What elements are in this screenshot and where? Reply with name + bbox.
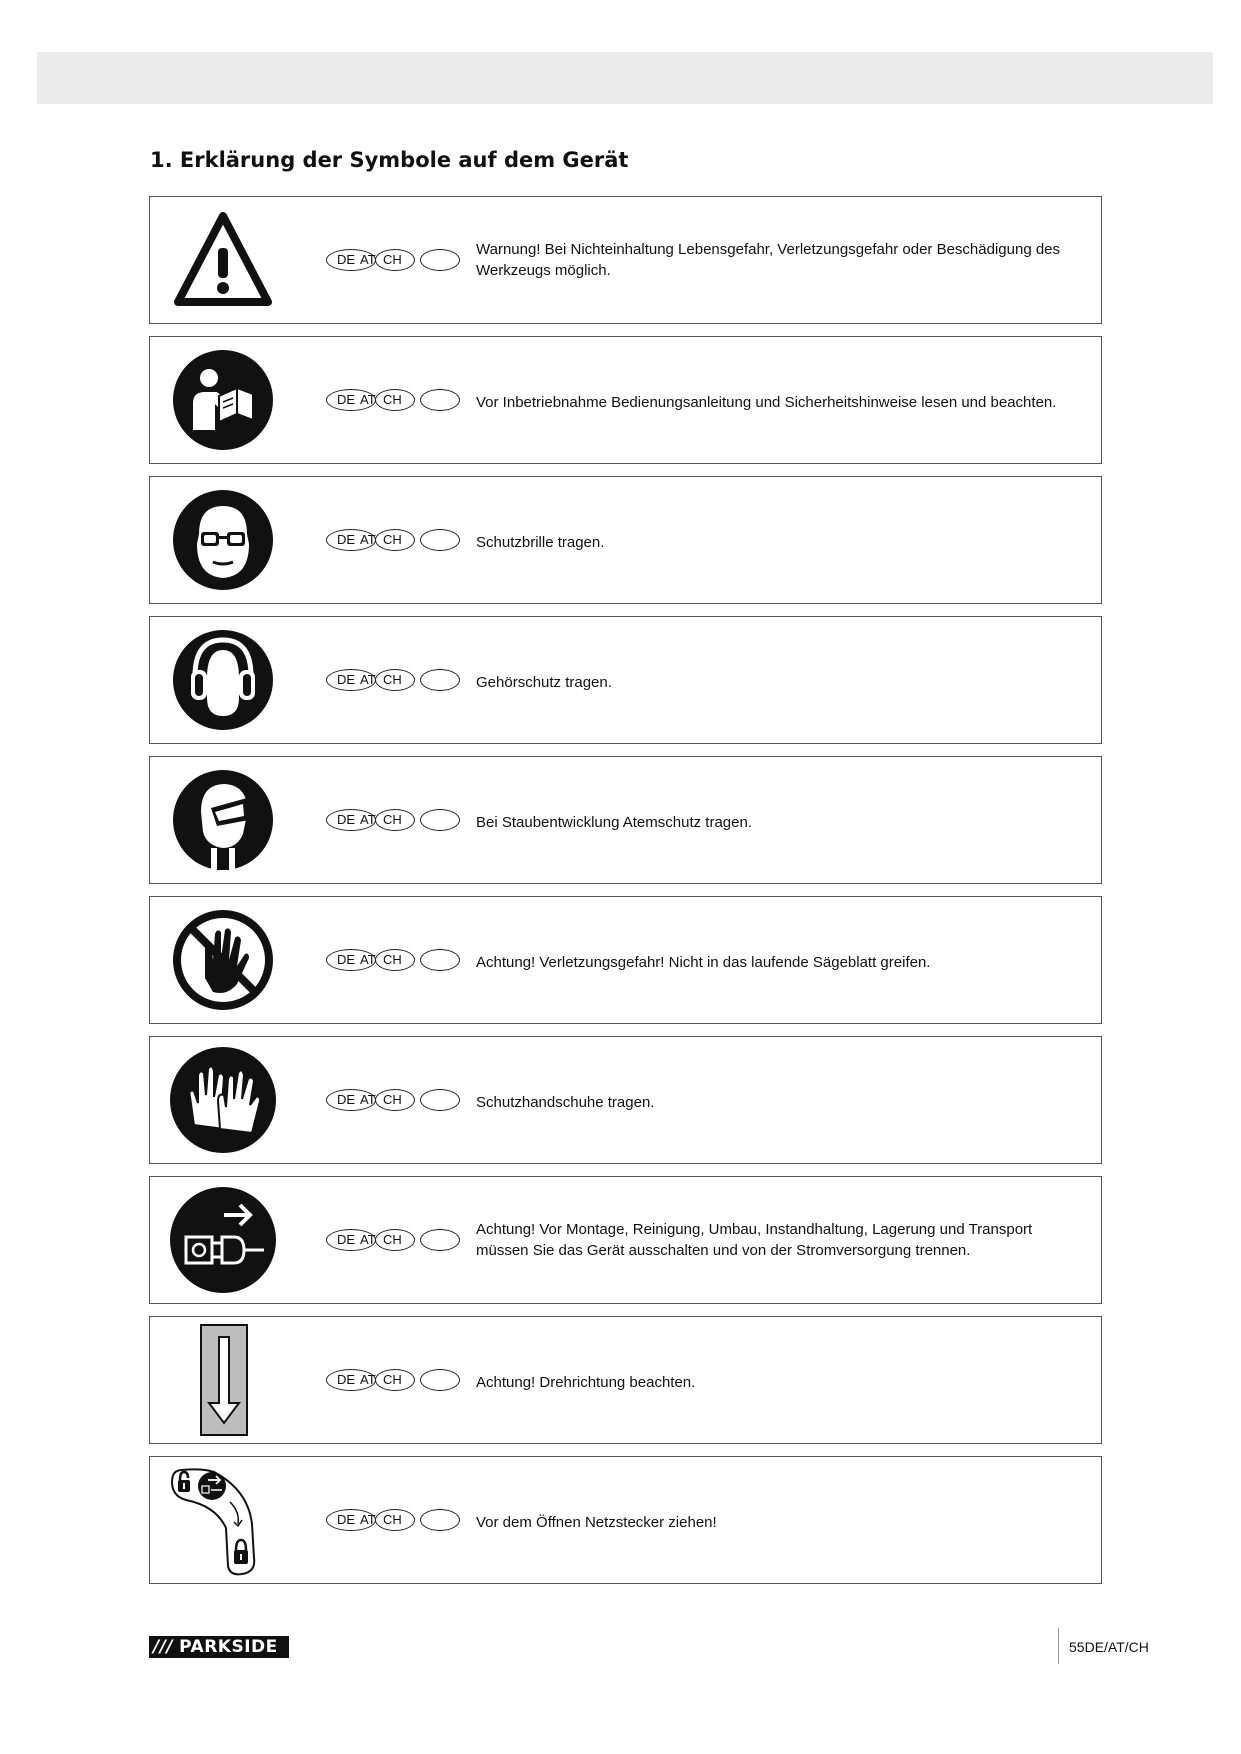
country-badges bbox=[326, 669, 458, 695]
country-ch: CH bbox=[375, 389, 415, 411]
country-de: DE bbox=[326, 249, 376, 271]
country-at: AT bbox=[360, 252, 376, 267]
warning-triangle-icon bbox=[168, 205, 278, 315]
country-blank bbox=[420, 949, 460, 971]
page-number-value: 55 bbox=[1069, 1639, 1085, 1655]
symbol-description: Schutzhandschuhe tragen. bbox=[476, 1094, 655, 1111]
country-blank bbox=[420, 529, 460, 551]
symbol-row-warning bbox=[149, 196, 1102, 324]
protective-gloves-icon bbox=[168, 1045, 278, 1155]
symbol-row-read-manual bbox=[149, 336, 1102, 464]
country-badges bbox=[326, 1089, 458, 1115]
country-de: DE bbox=[326, 1369, 376, 1391]
read-manual-icon bbox=[168, 345, 278, 455]
country-blank bbox=[420, 1369, 460, 1391]
page-number bbox=[1069, 1639, 1149, 1655]
symbol-row-dust-mask bbox=[149, 756, 1102, 884]
country-at: AT bbox=[360, 672, 376, 687]
country-at: AT bbox=[360, 952, 376, 967]
symbol-row-goggles bbox=[149, 476, 1102, 604]
country-de: DE bbox=[326, 529, 376, 551]
country-ch: CH bbox=[375, 809, 415, 831]
brand-logo bbox=[149, 1636, 289, 1658]
dust-mask-icon bbox=[168, 765, 278, 875]
symbol-description: Vor dem Öffnen Netzstecker ziehen! bbox=[476, 1514, 717, 1531]
country-blank bbox=[420, 809, 460, 831]
country-at: AT bbox=[360, 532, 376, 547]
page-countries: DE/AT/CH bbox=[1084, 1639, 1149, 1655]
country-de: DE bbox=[326, 949, 376, 971]
page-title: 1. Erklärung der Symbole auf dem Gerät bbox=[150, 148, 629, 172]
symbol-description: Schutzbrille tragen. bbox=[476, 534, 605, 551]
safety-goggles-icon bbox=[168, 485, 278, 595]
symbol-description: Achtung! Drehrichtung beachten. bbox=[476, 1374, 696, 1391]
symbol-row-rotation bbox=[149, 1316, 1102, 1444]
unplug-icon bbox=[168, 1185, 278, 1295]
country-ch: CH bbox=[375, 1369, 415, 1391]
country-de: DE bbox=[326, 389, 376, 411]
country-at: AT bbox=[360, 1092, 376, 1107]
country-ch: CH bbox=[375, 669, 415, 691]
country-ch: CH bbox=[375, 249, 415, 271]
country-at: AT bbox=[360, 812, 376, 827]
country-badges bbox=[326, 809, 458, 835]
symbol-description: Achtung! Verletzungsgefahr! Nicht in das laufende Sägeblatt greifen. bbox=[476, 954, 931, 971]
country-badges bbox=[326, 1509, 458, 1535]
rotation-direction-icon bbox=[168, 1325, 278, 1435]
country-badges bbox=[326, 1369, 458, 1395]
country-badges bbox=[326, 529, 458, 555]
footer-divider bbox=[1058, 1628, 1059, 1664]
country-de: DE bbox=[326, 1229, 376, 1251]
unplug-before-opening-icon bbox=[168, 1465, 278, 1575]
symbol-row-ear-protection bbox=[149, 616, 1102, 744]
ear-protection-icon bbox=[168, 625, 278, 735]
country-at: AT bbox=[360, 1372, 376, 1387]
brand-logo-text: PARKSIDE bbox=[179, 1637, 278, 1657]
country-blank bbox=[420, 1089, 460, 1111]
country-ch: CH bbox=[375, 1089, 415, 1111]
country-blank bbox=[420, 669, 460, 691]
country-ch: CH bbox=[375, 949, 415, 971]
country-de: DE bbox=[326, 669, 376, 691]
country-badges bbox=[326, 389, 458, 415]
country-blank bbox=[420, 1229, 460, 1251]
country-blank bbox=[420, 1509, 460, 1531]
symbol-row-gloves bbox=[149, 1036, 1102, 1164]
symbol-row-unplug bbox=[149, 1176, 1102, 1304]
country-de: DE bbox=[326, 1089, 376, 1111]
country-badges bbox=[326, 949, 458, 975]
symbol-description: Bei Staubentwicklung Atemschutz tragen. bbox=[476, 814, 752, 831]
country-ch: CH bbox=[375, 1509, 415, 1531]
symbol-description: Vor Inbetriebnahme Bedienungsanleitung und Sicherheitshinweise lesen und beachten. bbox=[476, 394, 1057, 411]
country-at: AT bbox=[360, 1512, 376, 1527]
country-ch: CH bbox=[375, 1229, 415, 1251]
header-band bbox=[37, 52, 1213, 104]
symbol-row-no-hand bbox=[149, 896, 1102, 1024]
no-hand-icon bbox=[168, 905, 278, 1015]
symbol-row-unplug-before-opening bbox=[149, 1456, 1102, 1584]
country-at: AT bbox=[360, 1232, 376, 1247]
symbol-description: Gehörschutz tragen. bbox=[476, 674, 612, 691]
country-de: DE bbox=[326, 809, 376, 831]
symbol-description: Warnung! Bei Nichteinhaltung Lebensgefahr, Verletzungsgefahr oder Beschädigung des Werkzeugs möglich. bbox=[476, 241, 1061, 279]
symbol-table bbox=[149, 196, 1102, 1596]
country-de: DE bbox=[326, 1509, 376, 1531]
brand-logo-slashes: /// bbox=[153, 1637, 174, 1657]
country-badges bbox=[326, 249, 458, 275]
symbol-description: Achtung! Vor Montage, Reinigung, Umbau, Instandhaltung, Lagerung und Transport müssen Sie das Gerät ausschalten und von der Stromversorgung trennen. bbox=[476, 1221, 1033, 1259]
country-at: AT bbox=[360, 392, 376, 407]
country-ch: CH bbox=[375, 529, 415, 551]
country-blank bbox=[420, 249, 460, 271]
country-blank bbox=[420, 389, 460, 411]
country-badges bbox=[326, 1229, 458, 1255]
